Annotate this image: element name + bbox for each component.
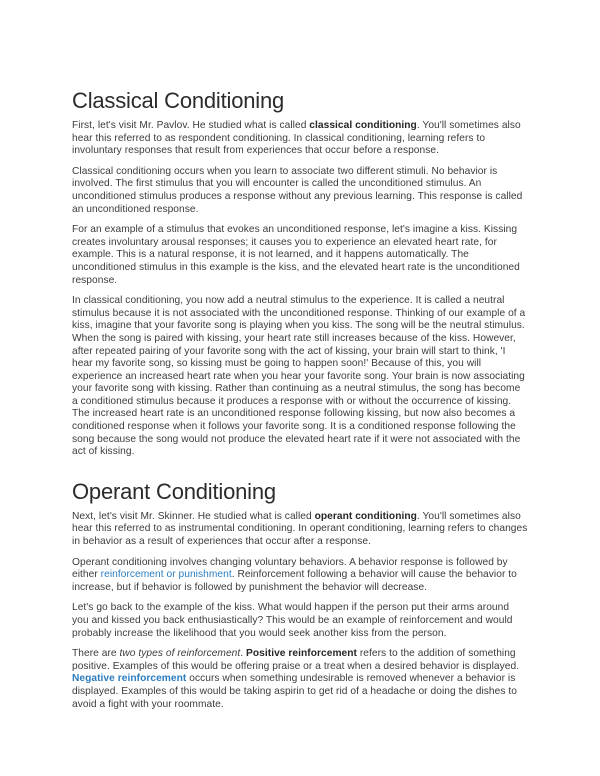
paragraph-kiss-back: Let's go back to the example of the kiss. What would happen if the person put their arms around you and kissed you back enthusiastically? This would be an example of reinforcement and would probably increase the likelihood that you would seek another kiss from the person. [72, 602, 513, 639]
text-run: . [240, 648, 247, 660]
link-reinforcement-or-punishment[interactable]: reinforcement or punishment [100, 569, 232, 581]
text-run: First, let's visit Mr. Pavlov. He studied what is called [72, 120, 310, 131]
paragraph-neutral-stimulus: In classical conditioning, you now add a neutral stimulus to the experience. It is called a neutral stimulus because it is not associated with the unconditioned response. Thinking of our example of a kiss, imagine that your favorite song is playing when you kiss. The song will be the neutral stimulus. When the song is paired with kissing, your heart rate still increases because of the kiss. However, after repeated pairing of your favorite song with the act of kissing, your brain will start to think, 'I hear my favorite song, so kissing must be going to happen soon!' Because of this, you will experience an increased heart rate when you hear your favorite song. Your brain is now associating your favorite song with kissing. Rather than continuing as a neutral stimulus, the song has become a conditioned stimulus because it produces a response with or without the occurrence of kissing. The increased heart rate is an unconditioned response following kissing, but now also becomes a conditioned response when it follows your favorite song. It is a conditioned response following the song because the song would not produce the elevated heart rate if it were not associated with the act of kissing. [72, 295, 526, 458]
text-run: Operant conditioning involves changing voluntary behaviors. A behavior response is followed by either [72, 556, 508, 581]
paragraph-associate-stimuli: Classical conditioning occurs when you learn to associate two different stimuli. No behavior is involved. The first stimulus that you will encounter is called the unconditioned stimulus. An unconditioned stimulus produces a response without any previous learning. This response is called an unconditioned response. [72, 165, 523, 215]
heading-classical-conditioning: Classical Conditioning [72, 88, 285, 113]
paragraph-pavlov-intro [72, 120, 528, 158]
text-run: refers to the addition of something positive. Examples of this would be offering praise or a treat when a desired behavior is displayed. [72, 648, 520, 672]
document-page [72, 82, 528, 719]
text-run: There are [72, 648, 120, 660]
text-run: . You'll sometimes also hear this referred to as respondent conditioning. In classical conditioning, learning refers to involuntary responses that result from experiences that occur before a response. [72, 120, 521, 157]
paragraph-voluntary-behaviors [72, 557, 528, 595]
paragraph-skinner-intro [72, 511, 528, 549]
bold-term-classical-conditioning: classical conditioning [309, 120, 417, 131]
text-run: Next, let's visit Mr. Skinner. He studied what is called [72, 510, 315, 522]
text-run: occurs when something undesirable is removed whenever a behavior is displayed. Examples of this would be taking aspirin to get rid of a headache or doing the dishes to avoid a fight with your roommate. [72, 673, 517, 710]
paragraph-kiss-example: For an example of a stimulus that evokes an unconditioned response, let's imagine a kiss. Kissing creates involuntary arousal responses; it causes you to experience an elevated heart rate, for example. This is a natural response, it is not learned, and it happens automatically. The unconditioned stimulus in this example is the kiss, and the elevated heart rate is the unconditioned response. [72, 224, 520, 286]
heading-operant-conditioning: Operant Conditioning [72, 478, 276, 504]
link-negative-reinforcement[interactable]: Negative reinforcement [72, 673, 187, 685]
bold-term-positive-reinforcement: Positive reinforcement [246, 648, 357, 660]
text-run: . You'll sometimes also hear this referred to as instrumental conditioning. In operant conditioning, learning refers to changes in behavior as a result of experiences that occur after a response. [72, 510, 528, 548]
text-run: . Reinforcement following a behavior will cause the behavior to increase, but if behavior is followed by punishment the behavior will decrease. [72, 569, 517, 593]
italic-two-types: two types of reinforcement [119, 648, 241, 660]
paragraph-types-of-reinforcement [72, 648, 528, 711]
bold-term-operant-conditioning: operant conditioning [314, 510, 417, 522]
